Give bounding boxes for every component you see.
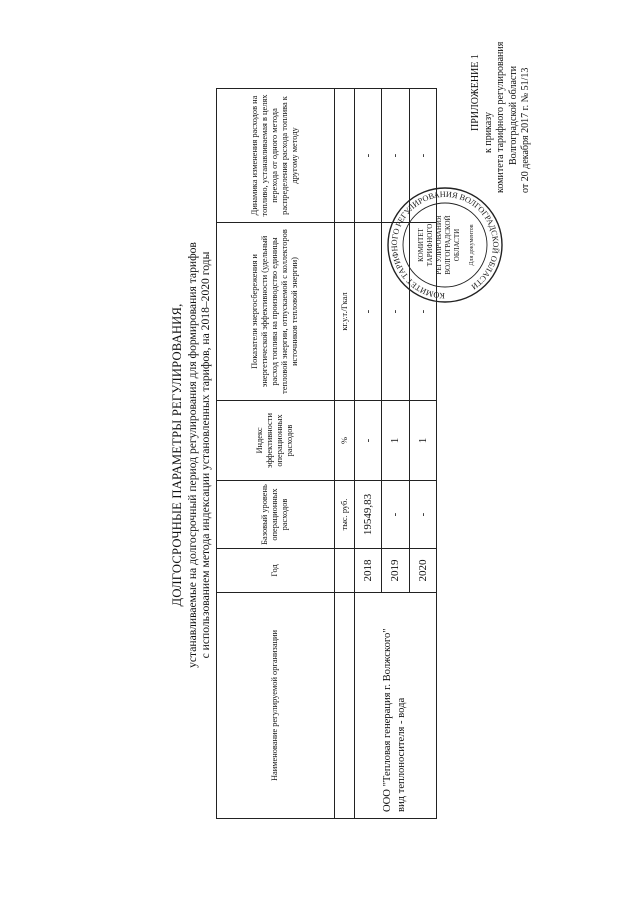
cell-energy: - bbox=[409, 223, 436, 401]
header-row bbox=[217, 89, 335, 819]
units-row bbox=[334, 89, 354, 819]
unit-index: % bbox=[334, 401, 354, 481]
col-index-header: Индекс эффективности операционных расходов bbox=[217, 401, 335, 481]
appendix-block bbox=[470, 0, 533, 193]
cell-base: - bbox=[409, 481, 436, 549]
cell-dynamics: - bbox=[354, 89, 381, 223]
appendix-line: Волгоградской области bbox=[507, 65, 519, 165]
cell-year: 2020 bbox=[409, 549, 436, 593]
col-base-header: Базовый уровень операционных расходов bbox=[217, 481, 335, 549]
cell-energy: - bbox=[382, 223, 409, 401]
cell-year: 2018 bbox=[354, 549, 381, 593]
stamp-inner-line: ОБЛАСТИ bbox=[453, 228, 461, 262]
stamp-inner-line: КОМИТЕТ bbox=[417, 228, 425, 262]
cell-index: 1 bbox=[382, 401, 409, 481]
org-cell bbox=[354, 593, 436, 819]
appendix-line: к приказу bbox=[482, 112, 494, 153]
stamp-center-text: Для документов bbox=[469, 224, 475, 266]
cell-base: 19549,83 bbox=[354, 481, 381, 549]
cell-dynamics: - bbox=[409, 89, 436, 223]
document-subtitle: с использованием метода индексации установленных тарифов, на 2018–2020 годы bbox=[199, 251, 212, 659]
appendix-line: комитета тарифного регулирования bbox=[495, 41, 507, 193]
appendix-date: от 20 декабря 2017 г. № 51/13 bbox=[520, 67, 532, 193]
org-name: ООО "Тепловая генерация г. Волжского" bbox=[382, 628, 394, 812]
cell-dynamics: - bbox=[382, 89, 409, 223]
cell-index: 1 bbox=[409, 401, 436, 481]
stamp-inner-line: РЕГУЛИРОВАНИЯ bbox=[435, 215, 443, 275]
stamp-inner-line: ТАРИФНОГО bbox=[426, 223, 434, 267]
unit-energy: кг.у.т./Гкал bbox=[334, 223, 354, 401]
table-row bbox=[354, 89, 381, 819]
org-subtitle: вид теплоносителя - вода bbox=[396, 697, 408, 812]
document-title: ДОЛГОСРОЧНЫЕ ПАРАМЕТРЫ РЕГУЛИРОВАНИЯ, bbox=[170, 303, 184, 607]
col-org-header: Наименование регулируемой организации bbox=[217, 593, 335, 819]
cell-index: - bbox=[354, 401, 381, 481]
appendix-title: ПРИЛОЖЕНИЕ 1 bbox=[470, 54, 481, 131]
cell-year: 2019 bbox=[382, 549, 409, 593]
cell-base: - bbox=[382, 481, 409, 549]
document-subtitle: устанавливаемые на долгосрочный период регулирования для формирования тарифов bbox=[186, 242, 199, 668]
cell-energy: - bbox=[354, 223, 381, 401]
unit-base: тыс. руб. bbox=[334, 481, 354, 549]
stamp-inner-line: ВОЛГОГРАДСКОЙ bbox=[444, 215, 452, 275]
col-energy-header: Показатели энергосбережения и энергетической эффективности (удельный расход топлива на производство единицы тепловой энергии, отпускаемой с коллекторов источников тепловой энергии) bbox=[217, 223, 335, 401]
col-dynamics-header: Динамика изменения расходов на топливо, устанавливаемая в целях перехода от одного метода распределения расхода топлива к другому методу bbox=[217, 89, 335, 223]
stamp-outer-text: КОМИТЕТ ТАРИФНОГО РЕГУЛИРОВАНИЯ ВОЛГОГРАДСКОЙ ОБЛАСТИ bbox=[389, 189, 501, 301]
parameters-table bbox=[216, 88, 437, 819]
col-year-header: Год bbox=[217, 549, 335, 593]
